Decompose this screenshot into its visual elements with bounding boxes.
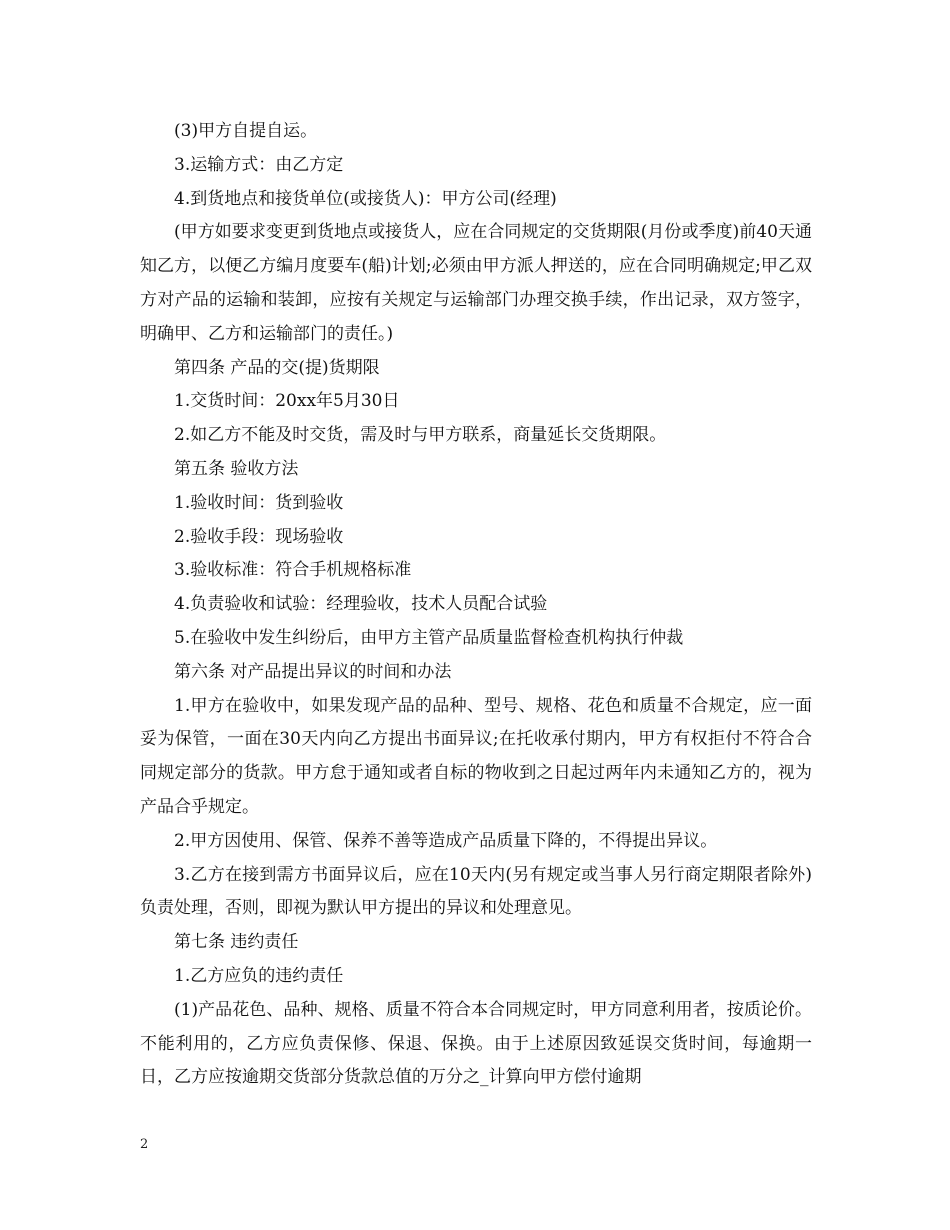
section-heading: 第七条 违约责任 <box>174 932 299 953</box>
paragraph: (3)甲方自提自运。 <box>174 121 318 141</box>
paragraph: 1.验收时间：货到验收 <box>174 492 344 513</box>
paragraph: 3.乙方在接到需方书面异议后，应在10天内(另有规定或当事人另行商定期限者除外)负责处理，否则，即视为默认甲方提出的异议和处理意见。 <box>140 864 812 919</box>
paragraph: 3.验收标准：符合手机规格标准 <box>174 560 412 581</box>
paragraph: 4.到货地点和接货单位(或接货人)：甲方公司(经理) <box>174 188 557 209</box>
paragraph: (甲方如要求变更到货地点或接货人，应在合同规定的交货期限(月份或季度)前40天通知乙方，以便乙方编月度要车(船)计划;必须由甲方派人押送的，应在合同明确规定;甲乙双方对产品的运输和装卸，应按有关规定与运输部门办理交换手续，作出记录，双方签字，明确甲、乙方和运输部门的责任。) <box>140 222 812 344</box>
section-heading: 第四条 产品的交(提)货期限 <box>174 357 380 378</box>
paragraph: 1.甲方在验收中，如果发现产品的品种、型号、规格、花色和质量不合规定，应一面妥为保管，一面在30天内向乙方提出书面异议;在托收承付期内，甲方有权拒付不符合合同规定部分的货款。甲方怠于通知或者自标的物收到之日起过两年内未通知乙方的，视为产品合乎规定。 <box>140 695 812 817</box>
section-heading: 第六条 对产品提出异议的时间和办法 <box>174 661 452 682</box>
page-number: 2 <box>140 1137 149 1152</box>
paragraph: 2.如乙方不能及时交货，需及时与甲方联系，商量延长交货期限。 <box>174 425 667 446</box>
paragraph: (1)产品花色、品种、规格、质量不符合本合同规定时，甲方同意利用者，按质论价。不能利用的，乙方应负责保修、保退、保换。由于上述原因致延误交货时间，每逾期一日，乙方应按逾期交货部分货款总值的万分之_计算向甲方偿付逾期 <box>140 999 812 1088</box>
paragraph: 2.验收手段：现场验收 <box>174 526 344 547</box>
paragraph: 4.负责验收和试验：经理验收，技术人员配合试验 <box>174 594 548 615</box>
paragraph: 1.交货时间：20xx年5月30日 <box>174 391 400 412</box>
paragraph: 5.在验收中发生纠纷后，由甲方主管产品质量监督检查机构执行仲裁 <box>174 627 684 648</box>
paragraph: 1.乙方应负的违约责任 <box>174 965 344 986</box>
paragraph: 2.甲方因使用、保管、保养不善等造成产品质量下降的，不得提出异议。 <box>174 830 718 851</box>
document-body <box>140 115 812 1095</box>
paragraph: 3.运输方式：由乙方定 <box>174 154 344 175</box>
section-heading: 第五条 验收方法 <box>174 458 299 479</box>
